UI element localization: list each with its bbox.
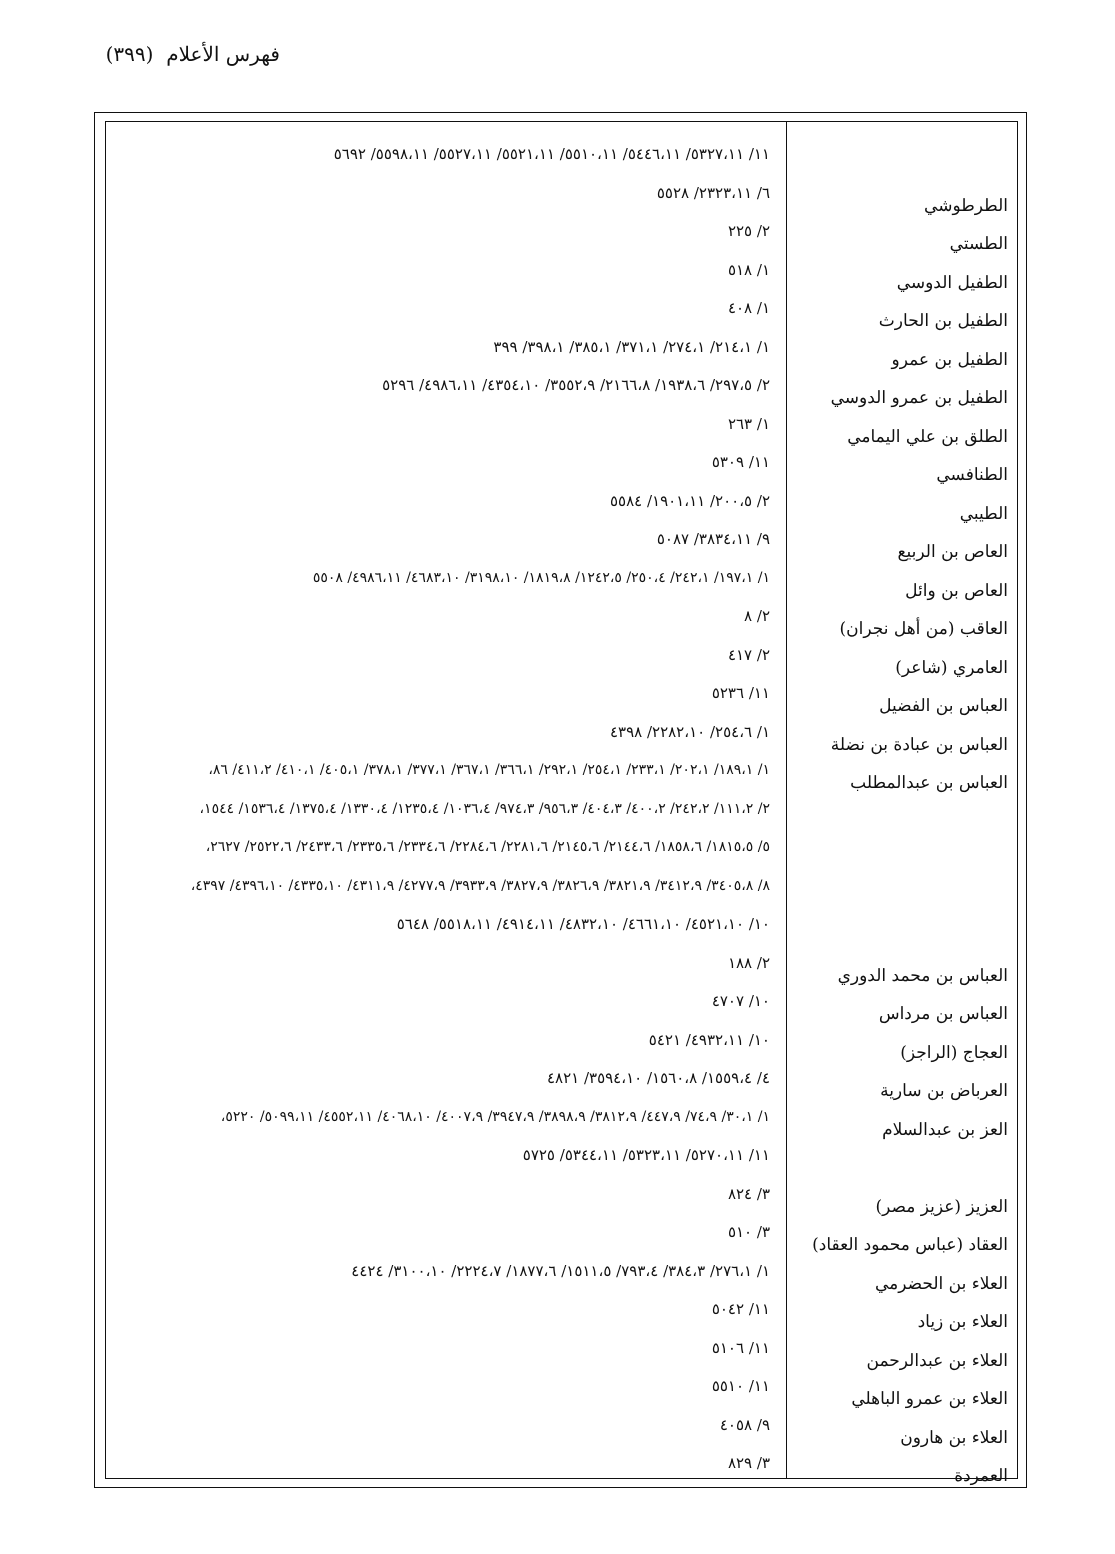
index-entry-refs: ١٠/ ٤٧٠٧ (711, 992, 770, 1010)
index-entry-refs: ٢/ ٤١٧ (727, 645, 770, 664)
index-entry-name: العلاء بن هارون (900, 1427, 1008, 1448)
index-entry-refs: ٤/ ١٥٥٩،٤/ ١٥٦٠،٨/ ٣٥٩٤،١٠/ ٤٨٢١ (546, 1069, 770, 1087)
index-entry-name: العباس بن الفضيل (879, 696, 1008, 716)
index-entry-name: الطيبي (959, 503, 1008, 524)
index-entry-refs: ١/ ٥١٨ (727, 260, 770, 279)
header-title: فهرس الأعلام (166, 42, 280, 66)
index-entry-refs: ١/ ١٨٩،١/ ٢٠٢،١/ ٢٣٣،١/ ٢٥٤،١/ ٢٩٢،١/ ٣٦٦،١/ ٣٦٧،١/ ٣٧٧،١/ ٣٧٨،١/ ٤٠٥،١/ ٤١٠،١/ ٤١١،٢/ ٨٦، (208, 762, 770, 778)
index-entry-refs: ٢/ ١١١،٢/ ٢٤٢،٢/ ٤٠٠،٢/ ٤٠٤،٣/ ٩٥٦،٣/ ٩٧٤،٣/ ١٠٣٦،٤/ ١٢٣٥،٤/ ١٣٣٠،٤/ ١٣٧٥،٤/ ١٥٣٦،٤/ ١٥٤٤، (199, 800, 770, 817)
index-entry-name: العلاء بن الحضرمي (875, 1273, 1008, 1294)
index-entry-refs: ١١/ ٥٠٤٢ (711, 1300, 770, 1318)
index-entry-refs: ٢/ ١٨٨ (727, 953, 770, 972)
index-entry-refs: ٢/ ٢٩٧،٥/ ١٩٣٨،٦/ ٢١٦٦،٨/ ٣٥٥٢،٩/ ٤٣٥٤،١٠/ ٤٩٨٦،١١/ ٥٢٩٦ (382, 376, 770, 394)
page-number: (٣٩٩) (105, 42, 154, 66)
index-entry-refs: ١١/ ٥٢٧٠،١١/ ٥٣٢٣،١١/ ٥٣٤٤،١١/ ٥٧٢٥ (522, 1146, 770, 1164)
index-entry-name: العاص بن وائل (905, 580, 1008, 601)
index-entry-name: العباس بن عبدالمطلب (850, 773, 1008, 793)
index-entry-refs: ٢/ ٢٠٠،٥/ ١٩٠١،١١/ ٥٥٨٤ (609, 491, 770, 510)
index-entry-name: العلاء بن زياد (917, 1312, 1008, 1332)
index-entry-refs: ١١/ ٥١٠٦ (711, 1338, 770, 1357)
index-entry-refs: ١/ ٢٦٣ (727, 414, 770, 433)
index-entry-refs: ١٠/ ٤٩٣٢،١١/ ٥٤٢١ (648, 1030, 770, 1049)
index-entry-refs: ١١/ ٥٥١٠ (711, 1377, 770, 1395)
index-entry-name: الطستي (949, 234, 1008, 254)
index-entry-name: الطرطوشي (924, 195, 1008, 216)
index-entry-name: الطفيل بن عمرو الدوسي (830, 388, 1008, 408)
index-entry-name: العزيز (عزيز مصر) (875, 1196, 1008, 1217)
index-entry-name: العجاج (الراجز) (900, 1042, 1008, 1063)
index-entry-refs: ٥/ ١٨١٥،٥/ ١٨٥٨،٦/ ٢١٤٤،٦/ ٢١٤٥،٦/ ٢٢٨١،٦/ ٢٢٨٤،٦/ ٢٣٣٤،٦/ ٢٣٣٥،٦/ ٢٤٣٣،٦/ ٢٥٢٢،٦/ ٢٦٢٧، (205, 839, 770, 855)
index-entry-name: العاقب (من أهل نجران) (839, 619, 1008, 639)
index-entry-name: العامري (شاعر) (895, 657, 1008, 678)
index-entry-name: الطنافسي (936, 465, 1008, 485)
index-entry-name: العباس بن محمد الدوري (837, 965, 1008, 986)
index-entry-refs: ١/ ٢٧٦،١/ ٣٨٤،٣/ ٧٩٣،٤/ ١٥١١،٥/ ١٨٧٧،٦/ ٢٢٢٤،٧/ ٣١٠٠،١٠/ ٤٤٢٤ (351, 1261, 770, 1280)
index-entry-refs: ٦/ ٢٣٢٣،١١/ ٥٥٢٨ (656, 183, 770, 202)
index-entry-refs: ٣/ ٨٢٤ (727, 1184, 770, 1203)
index-entry-refs: ١/ ٣٠،١/ ٧٤،٩/ ٤٤٧،٩/ ٣٨١٢،٩/ ٣٨٩٨،٩/ ٣٩٤٧،٩/ ٤٠٠٧،٩/ ٤٠٦٨،١٠/ ٤٥٥٢،١١/ ٥٠٩٩،١١/ ٥٢٢٠، (220, 1108, 770, 1125)
index-entry-refs: ٢/ ٢٢٥ (727, 222, 770, 240)
index-entry-refs: ٨/ ٣٤٠٥،٨/ ٣٤١٢،٩/ ٣٨٢١،٩/ ٣٨٢٦،٩/ ٣٨٢٧،٩/ ٣٩٣٣،٩/ ٤٢٧٧،٩/ ٤٣١١،٩/ ٤٣٣٥،١٠/ ٤٣٩٦،١٠/ ٤٣٩٧، (190, 877, 770, 894)
index-entry-refs: ٢/ ٨ (744, 607, 770, 625)
index-entry-refs: ٣/ ٨٢٩ (727, 1454, 770, 1472)
index-entry-refs: ١١/ ٥٣٠٩ (711, 453, 770, 471)
index-entry-refs: ٩/ ٤٠٥٨ (719, 1415, 770, 1434)
index-entry-name: العرباض بن سارية (880, 1081, 1008, 1101)
index-entry-name: العقاد (عباس محمود العقاد) (812, 1235, 1008, 1255)
index-entry-name: العاص بن الربيع (897, 542, 1008, 562)
index-entry-name: العز بن عبدالسلام (882, 1119, 1008, 1140)
index-entry-refs: ١/ ٢١٤،١/ ٢٧٤،١/ ٣٧١،١/ ٣٨٥،١/ ٣٩٨،١/ ٣٩٩ (493, 337, 770, 356)
index-entry-name: العباس بن عبادة بن نضلة (830, 734, 1008, 755)
index-entry-refs: ١/ ٢٥٤،٦/ ٢٢٨٢،١٠/ ٤٣٩٨ (609, 722, 770, 741)
index-entry-name: الطلق بن علي اليمامي (847, 426, 1008, 447)
index-entry-refs: ١/ ٤٠٨ (727, 299, 770, 317)
index-entry-refs: ٣/ ٥١٠ (727, 1223, 770, 1241)
index-entry-refs: ١٠/ ٤٥٢١،١٠/ ٤٦٦١،١٠/ ٤٨٣٢،١٠/ ٤٩١٤،١١/ ٥٥١٨،١١/ ٥٦٤٨ (396, 915, 770, 933)
index-entry-name: الطفيل بن عمرو (891, 349, 1008, 370)
index-entry-refs: ١١/ ٥٣٢٧،١١/ ٥٤٤٦،١١/ ٥٥١٠،١١/ ٥٥٢١،١١/ ٥٥٢٧،١١/ ٥٥٩٨،١١/ ٥٦٩٢ (333, 145, 770, 163)
index-entry-name: العمردة (954, 1466, 1008, 1486)
index-entry-name: الطفيل بن الحارث (878, 311, 1008, 331)
index-entry-refs: ١١/ ٥٢٣٦ (711, 684, 770, 702)
index-entry-refs: ٩/ ٣٨٣٤،١١/ ٥٠٨٧ (656, 530, 770, 548)
index-entry-name: العلاء بن عمرو الباهلي (851, 1389, 1008, 1409)
index-entry-name: الطفيل الدوسي (896, 272, 1008, 293)
index-entry-refs: ١/ ١٩٧،١/ ٢٤٢،١/ ٢٥٠،٤/ ١٢٤٢،٥/ ١٨١٩،٨/ ٣١٩٨،١٠/ ٤٦٨٣،١٠/ ٤٩٨٦،١١/ ٥٥٠٨ (312, 569, 770, 586)
index-entry-name: العباس بن مرداس (878, 1004, 1008, 1024)
index-entry-name: العلاء بن عبدالرحمن (866, 1350, 1008, 1371)
